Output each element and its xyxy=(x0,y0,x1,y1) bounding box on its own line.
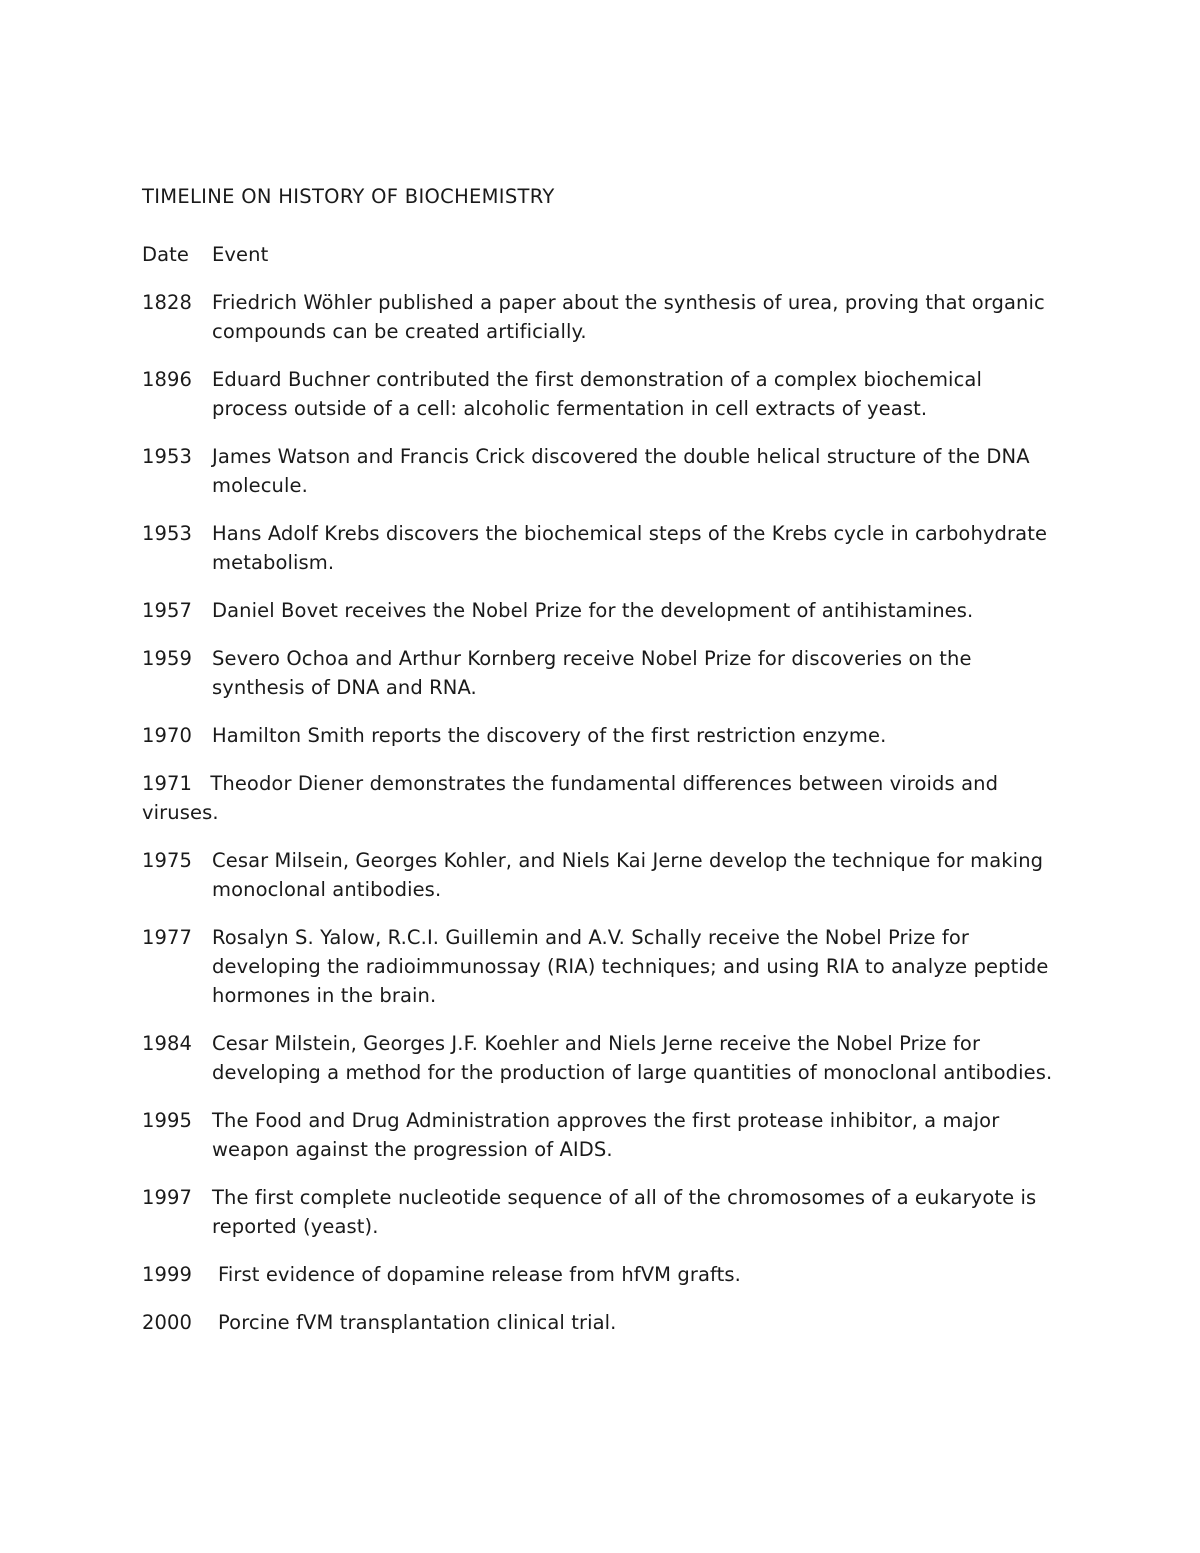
timeline-entry xyxy=(142,721,1062,750)
entry-event: Daniel Bovet receives the Nobel Prize for the development of antihistamines. xyxy=(212,599,974,622)
entry-date: 1971 xyxy=(142,772,193,795)
entry-event: Porcine fVM transplantation clinical trial. xyxy=(218,1311,617,1334)
timeline-entry xyxy=(142,1029,1062,1087)
entry-date: 2000 xyxy=(142,1311,193,1334)
timeline-entry xyxy=(142,1183,1062,1241)
entry-event: Hans Adolf Krebs discovers the biochemical steps of the Krebs cycle in carbohydrate metabolism. xyxy=(212,522,1048,574)
entry-date: 1984 xyxy=(142,1032,193,1055)
timeline-entry xyxy=(142,288,1062,346)
entry-event: Friedrich Wöhler published a paper about the synthesis of urea, proving that organic compounds can be created artificially. xyxy=(212,291,1045,343)
entry-event: Severo Ochoa and Arthur Kornberg receive Nobel Prize for discoveries on the synthesis of DNA and RNA. xyxy=(212,647,972,699)
entry-event: Eduard Buchner contributed the first demonstration of a complex biochemical process outside of a cell: alcoholic fermentation in cell extracts of yeast. xyxy=(212,368,982,420)
timeline-entry xyxy=(142,923,1062,1010)
entry-event: Cesar Milstein, Georges J.F. Koehler and Niels Jerne receive the Nobel Prize for developing a method for the production of large quantities of monoclonal antibodies. xyxy=(212,1032,1053,1084)
entry-date: 1970 xyxy=(142,724,193,747)
entry-date: 1997 xyxy=(142,1186,193,1209)
timeline-entry xyxy=(142,1260,1062,1289)
entry-event: First evidence of dopamine release from hfVM grafts. xyxy=(218,1263,741,1286)
timeline-entry xyxy=(142,519,1062,577)
event-column-header: Event xyxy=(212,243,269,266)
timeline-entry xyxy=(142,644,1062,702)
timeline-entry xyxy=(142,1308,1062,1337)
entry-date: 1975 xyxy=(142,849,193,872)
date-column-header: Date xyxy=(142,243,190,266)
timeline-entry xyxy=(142,769,1062,827)
entry-date: 1999 xyxy=(142,1263,193,1286)
entry-date: 1953 xyxy=(142,445,193,468)
timeline-entry xyxy=(142,365,1062,423)
entry-event: Theodor Diener demonstrates the fundamental differences between viroids and viruses. xyxy=(142,772,999,824)
entry-event: Rosalyn S. Yalow, R.C.I. Guillemin and A.V. Schally receive the Nobel Prize for developing the radioimmunossay (RIA) techniques; and using RIA to analyze peptide hormones in the brain. xyxy=(212,926,1049,1007)
entry-event: Hamilton Smith reports the discovery of the first restriction enzyme. xyxy=(212,724,887,747)
entry-event: The Food and Drug Administration approves the first protease inhibitor, a major weapon against the progression of AIDS. xyxy=(212,1109,1000,1161)
entry-date: 1828 xyxy=(142,291,193,314)
entry-date: 1957 xyxy=(142,599,193,622)
timeline-entry xyxy=(142,846,1062,904)
entry-event: Cesar Milsein, Georges Kohler, and Niels Kai Jerne develop the technique for making monoclonal antibodies. xyxy=(212,849,1044,901)
entry-date: 1896 xyxy=(142,368,193,391)
entry-event: James Watson and Francis Crick discovered the double helical structure of the DNA molecule. xyxy=(212,445,1030,497)
entry-date: 1953 xyxy=(142,522,193,545)
entry-date: 1977 xyxy=(142,926,193,949)
timeline-entry xyxy=(142,442,1062,500)
entry-date: 1959 xyxy=(142,647,193,670)
document-body xyxy=(142,182,1062,1337)
entry-date: 1995 xyxy=(142,1109,193,1132)
document-title: TIMELINE ON HISTORY OF BIOCHEMISTRY xyxy=(142,185,555,208)
column-header-row xyxy=(142,240,1062,269)
timeline-entry xyxy=(142,596,1062,625)
timeline-entry xyxy=(142,1106,1062,1164)
entry-event: The first complete nucleotide sequence of all of the chromosomes of a eukaryote is reported (yeast). xyxy=(212,1186,1037,1238)
